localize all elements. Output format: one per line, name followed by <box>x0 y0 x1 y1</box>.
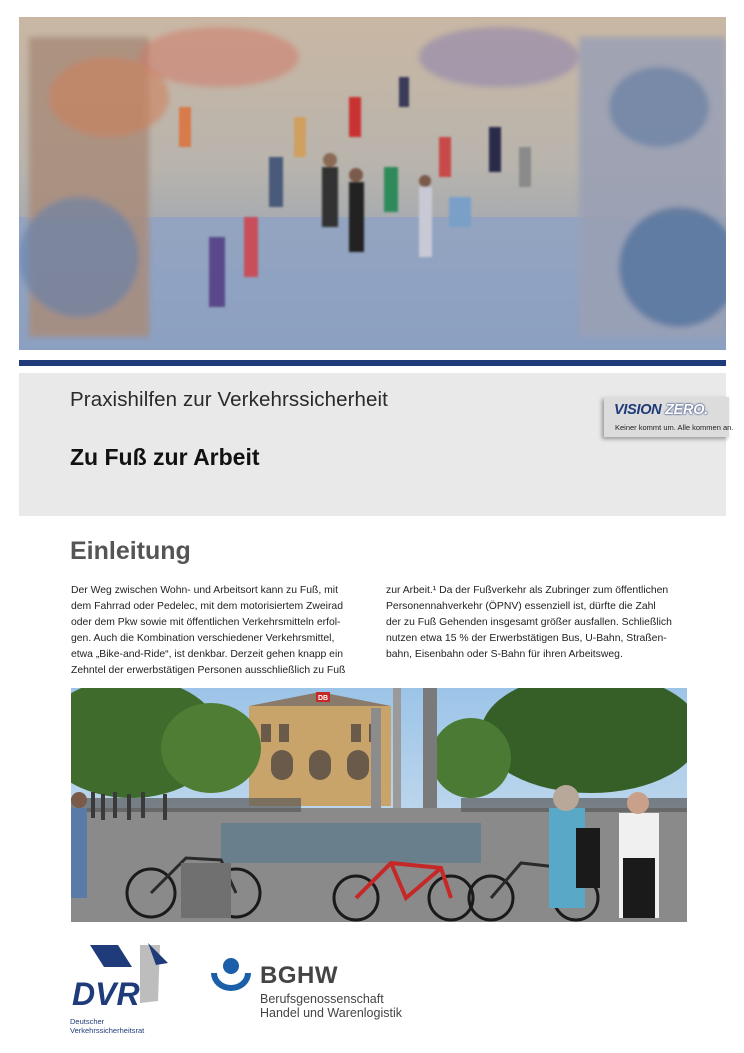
db-sign: DB <box>317 695 329 702</box>
text-line: Der Weg zwischen Wohn- und Arbeitsort kann zu Fuß, mit <box>71 585 338 596</box>
page-title: Zu Fuß zur Arbeit <box>70 444 260 470</box>
dvr-arrow-shape <box>90 945 132 967</box>
dvr-mark: DVR <box>72 976 140 1012</box>
text-line: etwa „Bike-and-Ride“, ist denkbar. Derzeit gehen knapp ein <box>71 649 344 661</box>
bghw-line1: Berufsgenossenschaft <box>260 992 384 1006</box>
bghw-emblem <box>209 957 253 993</box>
text-line: Personennahverkehr (ÖPNV) essenziell ist, dürfte die Zahl <box>386 601 656 613</box>
text-line: zur Arbeit.¹ Da der Fußverkehr als Zubringer zum öffentlichen <box>386 585 669 596</box>
vision-zero-logo <box>604 397 734 437</box>
dvr-line1: Deutscher <box>70 1017 105 1026</box>
bghw-line2: Handel und Warenlogistik <box>260 1006 402 1020</box>
text-line: bahn, Eisenbahn oder S-Bahn für ihren Arbeitsweg. <box>386 649 623 661</box>
bghw-name: BGHW <box>260 962 338 989</box>
dvr-line2: Verkehrssicherheitsrat <box>70 1026 145 1035</box>
text-line: oder dem Pkw sowie mit öffentlichen Verkehrsmitteln erfol- <box>71 617 341 629</box>
text-line: Zehntel der erwerbstätigen Personen ausschließlich zu Fuß <box>71 665 346 677</box>
text-line: gen. Auch die Kombination verschiedener Verkehrsmittel, <box>71 633 335 645</box>
crowd-photo-graphic <box>19 17 726 350</box>
text-line: nutzen etwa 15 % der Erwerbstätigen Bus, U-Bahn, Straßen- <box>386 633 667 645</box>
header-rule <box>19 360 726 366</box>
dvr-caption <box>70 1017 144 1035</box>
text-line: dem Fahrrad oder Pedelec, mit dem motorisiertem Zweirad <box>71 601 343 613</box>
dvr-logo <box>70 943 170 1013</box>
text-column-left <box>71 583 345 680</box>
section-heading: Einleitung <box>70 537 191 565</box>
vision-zero-tagline: Keiner kommt um. Alle kommen an. <box>615 423 734 432</box>
vision-word: VISION <box>614 402 666 418</box>
vision-zero-wordmark <box>614 402 708 418</box>
station-photo <box>71 688 687 922</box>
hero-photo <box>19 17 726 350</box>
text-line: der zu Fuß Gehenden insgesamt größer ausfallen. Schließlich <box>386 617 672 629</box>
text-column-right <box>386 583 672 663</box>
station-photo-graphic <box>71 688 687 922</box>
zero-word: ZERO. <box>665 402 708 418</box>
series-title: Praxishilfen zur Verkehrssicherheit <box>70 388 388 411</box>
